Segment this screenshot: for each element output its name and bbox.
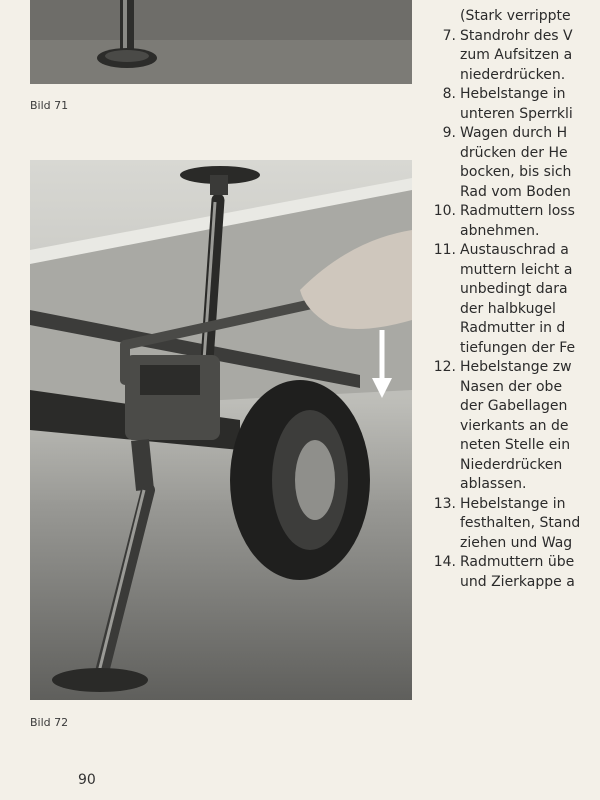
step-text-line: neten Stelle ein	[460, 437, 571, 453]
step-text-line: Rad vom Boden	[460, 183, 571, 200]
step-text-line: tiefungen der Fe	[460, 339, 576, 356]
step-text-line: unteren Sperrkli	[460, 105, 573, 122]
step-text-line: abnehmen.	[460, 222, 540, 239]
step-text-line: Radmuttern loss	[460, 203, 575, 219]
step-number: 7.	[442, 27, 456, 44]
step-text-line: Niederdrücken	[460, 456, 563, 473]
instruction-step	[430, 241, 600, 358]
step-text-line: und Zierkappe a	[460, 573, 575, 590]
step-number: 12.	[433, 359, 456, 375]
figure-71-photo	[30, 0, 412, 84]
instruction-step	[430, 124, 600, 202]
step-text-line: Austauschrad a	[460, 242, 569, 258]
step-text-line: vierkants an de	[460, 417, 569, 434]
figure-72-caption: Bild 72	[30, 716, 69, 729]
instruction-step	[430, 553, 600, 592]
instruction-step	[430, 85, 600, 124]
page-number: 90	[78, 772, 96, 788]
step-text-line: Nasen der obe	[460, 378, 563, 395]
step-text-line: festhalten, Stand	[460, 515, 581, 531]
step-number: 10.	[433, 203, 456, 219]
instruction-fragment: (Stark verrippte	[460, 8, 571, 24]
step-text-line: Hebelstange zw	[460, 359, 572, 375]
step-number: 13.	[433, 495, 456, 512]
jack-base-illustration	[30, 0, 412, 84]
step-text-line: unbedingt dara	[460, 281, 568, 297]
step-text-line: ziehen und Wag	[460, 534, 573, 551]
step-text-line: bocken, bis sich	[460, 164, 572, 180]
instruction-step	[430, 495, 600, 554]
step-text-line: Wagen durch H	[460, 125, 568, 141]
instruction-list	[430, 0, 600, 760]
step-text-line: Standrohr des V	[460, 27, 573, 44]
step-text-line: Radmuttern übe	[460, 554, 575, 570]
step-text-line: Hebelstange in	[460, 86, 566, 102]
step-number: 9.	[442, 125, 456, 141]
step-number: 11.	[433, 242, 456, 258]
step-text-line: Radmutter in d	[460, 320, 566, 336]
figure-72-photo	[30, 160, 412, 700]
step-text-line: muttern leicht a	[460, 261, 573, 278]
step-text-line: zum Aufsitzen a	[460, 47, 573, 63]
step-number: 8.	[442, 86, 456, 102]
step-text-line: ablassen.	[460, 476, 527, 492]
figure-71-caption: Bild 71	[30, 99, 69, 112]
car-jack-illustration	[30, 160, 412, 700]
instruction-step	[430, 358, 600, 495]
instruction-step	[430, 202, 600, 241]
step-text-line: drücken der He	[460, 144, 568, 161]
step-text-line: niederdrücken.	[460, 66, 566, 83]
step-text-line: der halbkugel	[460, 300, 556, 317]
step-text-line: der Gabellagen	[460, 398, 568, 414]
step-text-line: Hebelstange in	[460, 495, 566, 512]
instruction-step	[430, 27, 600, 86]
step-number: 14.	[433, 554, 456, 570]
